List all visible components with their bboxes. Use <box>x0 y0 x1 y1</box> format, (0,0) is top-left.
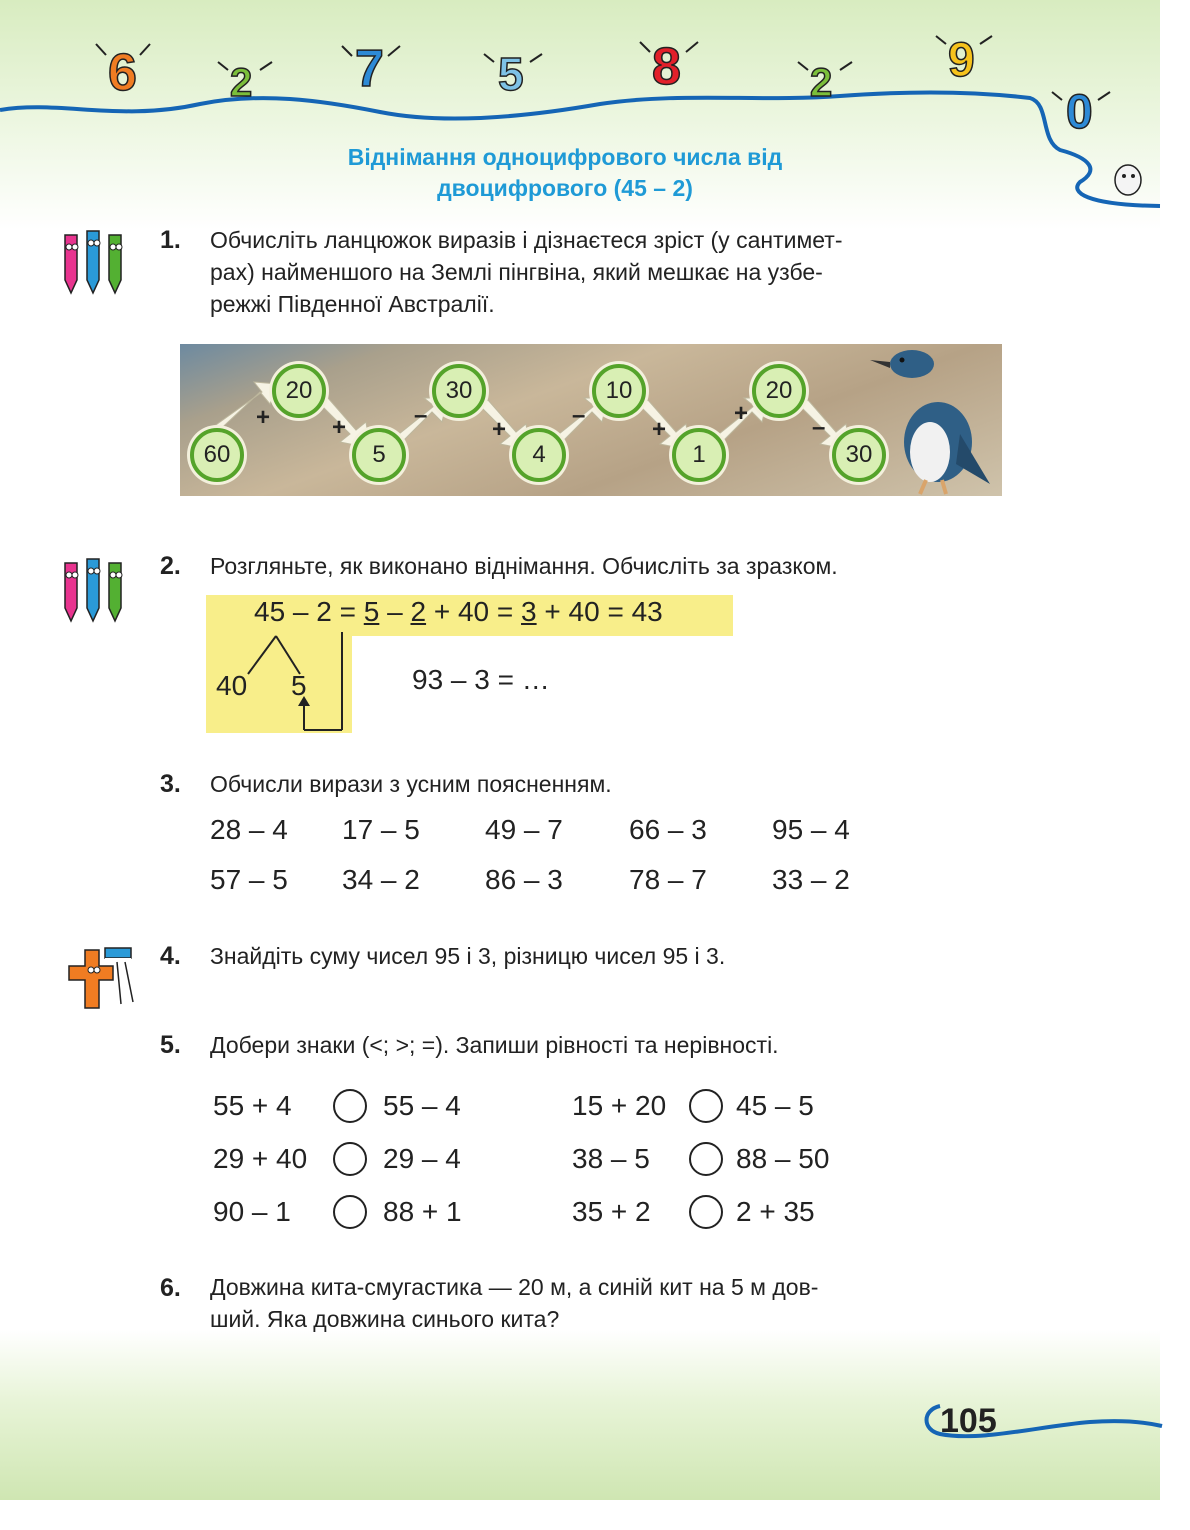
expression: 95 – 4 <box>772 814 850 845</box>
expression: 34 – 2 <box>342 864 420 895</box>
task-5-number: 5. <box>160 1031 181 1059</box>
chain-operator: + <box>256 404 271 431</box>
task-1-number: 1. <box>160 226 181 254</box>
sample-part: + 40 = <box>426 596 522 627</box>
chain-operator: – <box>572 402 586 429</box>
mascot-five-icon: 5 <box>498 48 524 100</box>
decomposition-left: 40 <box>216 670 248 701</box>
task-1-line: рах) найменшого на Землі пінгвіна, який мешкає на узбе- <box>210 259 823 285</box>
comparison-left: 38 – 5 <box>572 1143 650 1174</box>
chain-node: 30 <box>432 364 486 418</box>
chain-operator: – <box>414 402 428 429</box>
task-6-number: 6. <box>160 1274 181 1302</box>
task-6-line: ший. Яка довжина синього кита? <box>210 1306 560 1332</box>
penguin-illustration <box>860 344 1002 496</box>
chain-picture <box>180 344 1002 496</box>
expression: 86 – 3 <box>485 864 563 895</box>
sample-underlined: 5 <box>363 596 380 627</box>
sample-part: – <box>379 596 411 627</box>
chain-operator: + <box>652 416 667 443</box>
mascot-two-icon: 2 <box>810 61 833 105</box>
lesson-title <box>230 142 900 204</box>
mascot-digit: 6 <box>108 44 137 102</box>
comparison-left: 29 + 40 <box>213 1143 308 1174</box>
task-3-text: Обчисли вирази з усним поясненням. <box>210 771 612 797</box>
mascot-eight-icon: 8 <box>652 38 681 96</box>
sign-circle[interactable] <box>689 1089 723 1123</box>
sign-circle[interactable] <box>333 1089 367 1123</box>
expression: 33 – 2 <box>772 864 850 895</box>
chain-node: 10 <box>592 364 646 418</box>
title-line-1: Віднімання одноцифрового числа від <box>347 144 783 170</box>
mascot-six-icon <box>96 44 150 102</box>
decomposition-right: 5 <box>291 670 307 701</box>
title-line-2: двоцифрового (45 – 2) <box>437 175 693 201</box>
sign-circle[interactable] <box>333 1142 367 1176</box>
sample-underlined: 2 <box>410 596 427 627</box>
mascot-zero-icon: 0 <box>1066 86 1093 139</box>
comparison-right: 2 + 35 <box>736 1196 815 1227</box>
page-number: 105 <box>940 1402 997 1440</box>
small-mascot-icon <box>1115 165 1141 195</box>
chain-node: 1 <box>672 428 726 482</box>
mascot-seven-icon: 7 <box>355 40 384 98</box>
task-2-text: Розгляньте, як виконано віднімання. Обчисліть за зразком. <box>210 553 838 579</box>
task-1-line: Обчисліть ланцюжок виразів і дізнаєтеся зріст (у сантимет- <box>210 227 843 253</box>
task-6-text <box>210 1271 1005 1335</box>
chain-node: 20 <box>752 364 806 418</box>
chain-node: 30 <box>832 428 886 482</box>
plus-minus-mascot-icon <box>55 938 145 1018</box>
task-1-text <box>210 224 1005 320</box>
comparison-right: 29 – 4 <box>383 1143 461 1174</box>
comparison-left: 55 + 4 <box>213 1090 292 1121</box>
comparison-right: 55 – 4 <box>383 1090 461 1121</box>
comparison-left: 90 – 1 <box>213 1196 291 1227</box>
chain-operator: + <box>492 416 507 443</box>
expression: 17 – 5 <box>342 814 420 845</box>
task-5-text: Добери знаки (<; >; =). Запиши рівності та нерівності. <box>210 1032 779 1058</box>
expression: 49 – 7 <box>485 814 563 845</box>
mascot-two-icon: 2 <box>230 61 253 105</box>
chain-operator: + <box>332 414 347 441</box>
expression: 78 – 7 <box>629 864 707 895</box>
exercise-equation: 93 – 3 = … <box>412 664 550 695</box>
pencils-icon <box>55 225 135 300</box>
sample-underlined: 3 <box>521 596 537 627</box>
chain-node: 5 <box>352 428 406 482</box>
chain-node: 20 <box>272 364 326 418</box>
comparison-right: 88 + 1 <box>383 1196 462 1227</box>
comparison-left: 35 + 2 <box>572 1196 651 1227</box>
chain-operator: – <box>812 414 826 441</box>
pencils-icon <box>55 553 135 628</box>
chain-node: 4 <box>512 428 566 482</box>
task-6-line: Довжина кита-смугастика — 20 м, а синій кит на 5 м дов- <box>210 1274 819 1300</box>
comparison-right: 45 – 5 <box>736 1090 814 1121</box>
task-1-line: режжі Південної Австралії. <box>210 291 495 317</box>
sample-part: + 40 = 43 <box>536 596 663 627</box>
task-2-number: 2. <box>160 552 181 580</box>
chain-operator: + <box>734 400 749 427</box>
expression: 66 – 3 <box>629 814 707 845</box>
task-4-number: 4. <box>160 942 181 970</box>
comparison-left: 15 + 20 <box>572 1090 667 1121</box>
expression: 28 – 4 <box>210 814 288 845</box>
task-3-number: 3. <box>160 770 181 798</box>
sign-circle[interactable] <box>689 1142 723 1176</box>
expression: 57 – 5 <box>210 864 288 895</box>
task-4-text: Знайдіть суму чисел 95 і 3, різницю чисел 95 і 3. <box>210 943 726 969</box>
chain-node: 60 <box>190 428 244 482</box>
sign-circle[interactable] <box>333 1195 367 1229</box>
sign-circle[interactable] <box>689 1195 723 1229</box>
sample-part: 45 – 2 = <box>254 596 364 627</box>
comparison-right: 88 – 50 <box>736 1143 830 1174</box>
mascot-nine-icon: 9 <box>948 34 975 87</box>
